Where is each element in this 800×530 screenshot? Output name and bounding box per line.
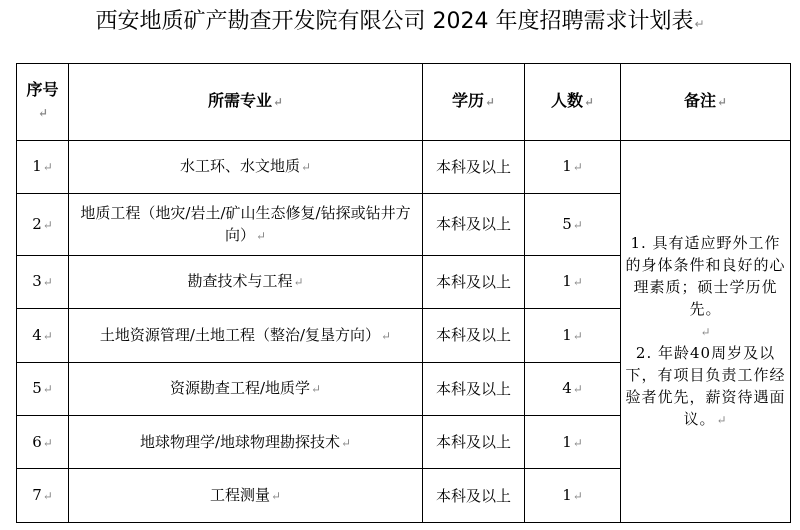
cell-count: 1↵ [525,469,621,523]
note-2: 2. 年龄40周岁及以下，有项目负责工作经验者优先，薪资待遇面议。↵ [625,343,786,428]
cell-major: 水工环、水文地质↵ [69,140,423,193]
cell-edu: 本科及以上 [423,255,525,308]
cell-no: 6↵ [17,416,69,469]
cell-count: 1↵ [525,255,621,308]
note-1: 1. 具有适应野外工作的身体条件和良好的心理素质；硕士学历优先。 [625,233,786,318]
cell-major: 土地资源管理/土地工程（整治/复垦方向）↵ [69,309,423,362]
cell-edu: 本科及以上 [423,362,525,415]
cell-count: 5↵ [525,194,621,256]
header-cell-major: 所需专业↵ [69,64,423,141]
cell-count: 1↵ [525,140,621,193]
cell-edu: 本科及以上 [423,194,525,256]
cell-count: 1↵ [525,416,621,469]
header-cell-no: 序号↵ [17,64,69,141]
cell-no: 4↵ [17,309,69,362]
cell-major: 资源勘查工程/地质学↵ [69,362,423,415]
paragraph-mark: ↵ [694,17,705,31]
header-cell-edu: 学历↵ [423,64,525,141]
cell-major: 勘查技术与工程↵ [69,255,423,308]
cell-no: 1↵ [17,140,69,193]
cell-notes: 1. 具有适应野外工作的身体条件和良好的心理素质；硕士学历优先。 ↵ 2. 年龄40周岁及以下，有项目负责工作经验者优先，薪资待遇面议。↵ [621,140,791,522]
cell-major: 工程测量↵ [69,469,423,523]
cell-edu: 本科及以上 [423,140,525,193]
table-row [17,140,791,193]
cell-major: 地球物理学/地球物理勘探技术↵ [69,416,423,469]
cell-major: 地质工程（地灾/岩土/矿山生态修复/钻探或钻井方向）↵ [69,194,423,256]
header-cell-count: 人数↵ [525,64,621,141]
cell-no: 5↵ [17,362,69,415]
header-cell-notes: 备注↵ [621,64,791,141]
page-title [0,6,800,40]
title-text: 西安地质矿产勘查开发院有限公司 2024 年度招聘需求计划表 [95,9,694,34]
cell-edu: 本科及以上 [423,309,525,362]
cell-no: 7↵ [17,469,69,523]
cell-no: 2↵ [17,194,69,256]
cell-count: 4↵ [525,362,621,415]
cell-edu: 本科及以上 [423,469,525,523]
recruitment-table [16,63,791,523]
cell-edu: 本科及以上 [423,416,525,469]
cell-count: 1↵ [525,309,621,362]
cell-no: 3↵ [17,255,69,308]
header-row [17,64,791,141]
